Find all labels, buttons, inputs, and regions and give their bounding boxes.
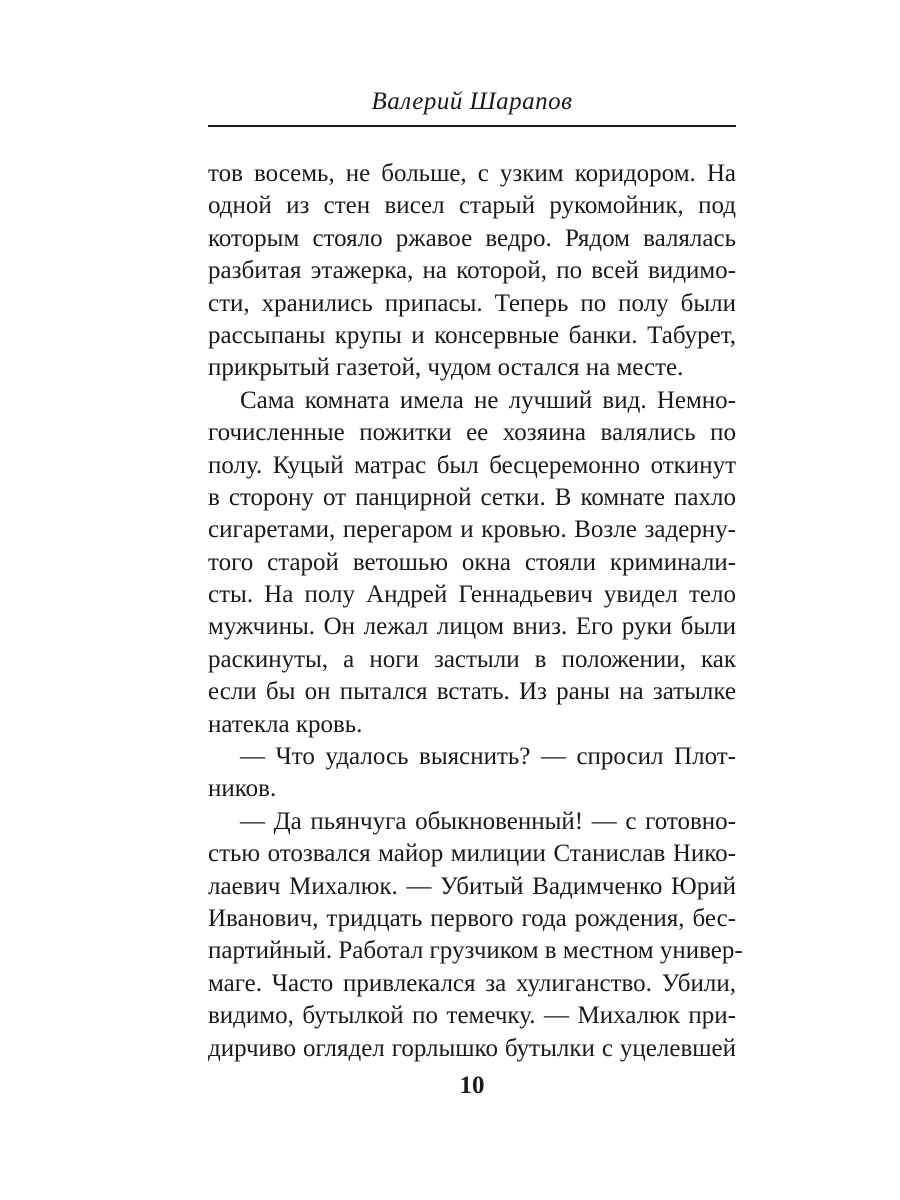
text-line: Иванович, тридцать первого года рождения, бес- <box>208 904 736 932</box>
text-line: одной из стен висел старый рукомойник, под <box>208 192 736 220</box>
text-line: того старой ветошью окна стояли криминали- <box>208 548 736 576</box>
text-line: рассыпаны крупы и консервные банки. Табурет, <box>208 321 736 349</box>
text-line: мужчины. Он лежал лицом вниз. Его руки были <box>208 613 736 641</box>
text-line: которым стояло ржавое ведро. Рядом валялась <box>208 224 736 252</box>
text-line: лаевич Михалюк. — Убитый Вадимченко Юрий <box>208 872 736 900</box>
text-line: дирчиво оглядел горлышко бутылки с уцелевшей <box>208 1034 736 1062</box>
text-line: партийный. Работал грузчиком в местном универ- <box>208 937 743 965</box>
text-line: раскинуты, а ноги застыли в положении, как <box>208 645 736 673</box>
text-line: натекла кровь. <box>208 710 363 738</box>
text-line: в сторону от панцирной сетки. В комнате пахло <box>208 483 736 511</box>
text-line: сты. На полу Андрей Геннадьевич увидел тело <box>208 581 736 609</box>
body-text <box>208 158 743 1065</box>
text-line: стью отозвался майор милиции Станислав Нико- <box>208 840 736 868</box>
text-line: Сама комната имела не лучший вид. Немно- <box>240 386 736 414</box>
text-line: тов восемь, не больше, с узким коридором. На <box>208 160 736 187</box>
text-line: гочисленные пожитки ее хозяина валялись по <box>208 419 736 447</box>
page-number: 10 <box>459 1072 485 1099</box>
text-line: сигаретами, перегаром и кровью. Возле задерну- <box>208 516 736 544</box>
text-line: — Что удалось выяснить? — спросил Плот- <box>240 743 736 771</box>
text-line: сти, хранились припасы. Теперь по полу были <box>208 289 736 317</box>
text-line: разбитая этажерка, на которой, по всей видимо- <box>208 257 736 285</box>
header-rule <box>208 125 736 127</box>
text-line: — Да пьянчуга обыкновенный! — с готовно- <box>240 807 736 835</box>
text-line: ников. <box>208 775 277 803</box>
text-line: прикрытый газетой, чудом остался на месте. <box>208 354 684 382</box>
text-line: маге. Часто привлекался за хулиганство. Убили, <box>208 969 736 997</box>
text-line: видимо, бутылкой по темечку. — Михалюк при- <box>208 1002 736 1030</box>
text-line: полу. Куцый матрас был бесцеремонно откинут <box>208 451 736 479</box>
running-head-author: Валерий Шарапов <box>371 88 573 115</box>
text-line: если бы он пытался встать. Из раны на затылке <box>208 678 736 706</box>
